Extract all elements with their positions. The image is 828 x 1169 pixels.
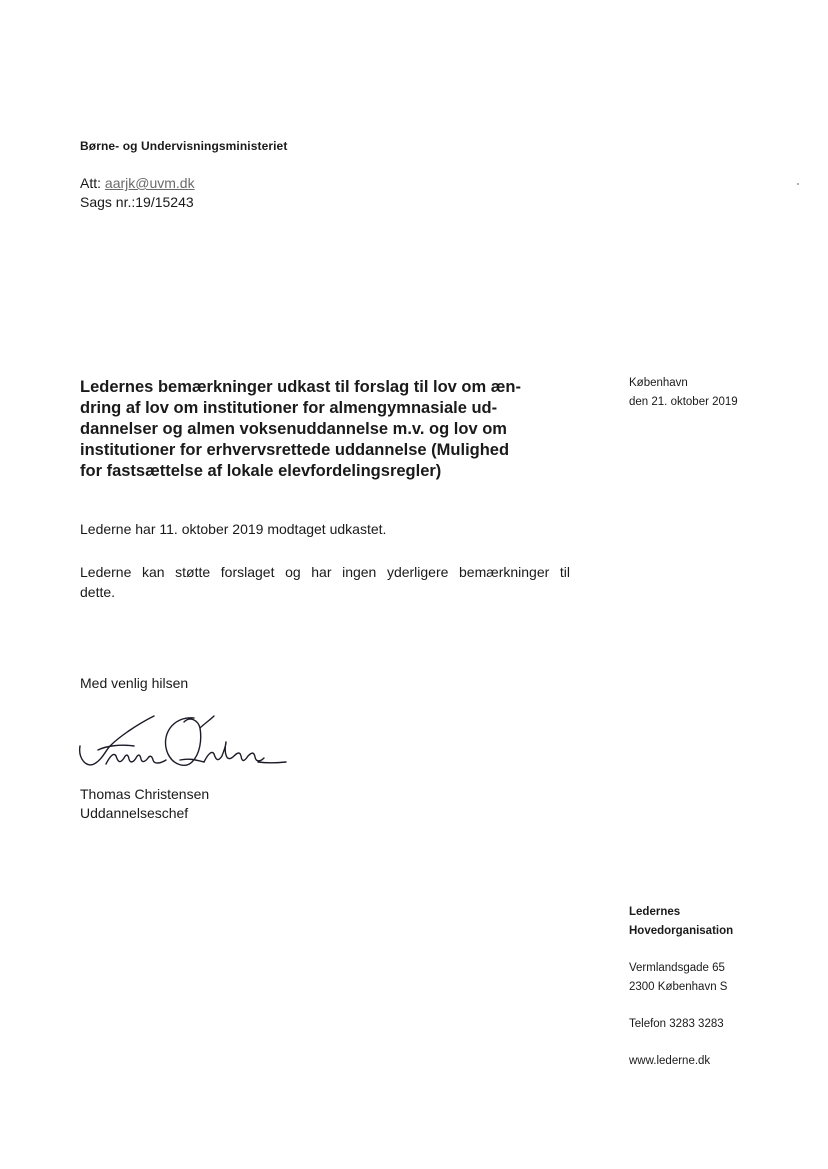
date: den 21. oktober 2019: [629, 396, 738, 408]
street: Vermlandsgade 65: [629, 962, 725, 974]
body-paragraph-1: Lederne har 11. oktober 2019 modtaget udkastet.: [80, 521, 387, 537]
subject-line: Ledernes bemærkninger udkast til forslag til lov om æn-: [80, 378, 522, 396]
signer-name: Thomas Christensen: [80, 786, 210, 802]
paragraph-line: dette.: [80, 583, 116, 600]
sender-phone: Telefon 3283 3283: [629, 1018, 724, 1030]
subject-line: for fastsættelse af lokale elevfordelingsregler): [80, 462, 442, 480]
closing-greeting: Med venlig hilsen: [80, 675, 189, 691]
sender-organisation: [629, 903, 733, 941]
sender-website-link[interactable]: www.lederne.dk: [629, 1055, 711, 1067]
subject-heading: [80, 377, 570, 482]
case-number: Sags nr.:19/15243: [80, 194, 194, 210]
recipient-name: Børne- og Undervisningsministeriet: [80, 139, 288, 153]
paragraph-line: Lederne kan støtte forslaget og har ingen yderligere bemærkninger til: [80, 564, 570, 580]
signer-block: [80, 785, 209, 823]
org-line: Ledernes: [629, 906, 681, 918]
place-date: [629, 374, 738, 412]
subject-line: institutioner for erhvervsrettede uddannelse (Mulighed: [80, 441, 510, 459]
scan-speck: [797, 183, 799, 185]
sender-address: [629, 959, 727, 997]
org-line: Hovedorganisation: [629, 925, 734, 937]
place: København: [629, 377, 688, 389]
subject-line: dring af lov om institutioner for almengymnasiale ud-: [80, 399, 498, 417]
postal-city: 2300 København S: [629, 981, 728, 993]
handwritten-signature: [76, 706, 296, 786]
signer-title: Uddannelseschef: [80, 805, 189, 821]
att-label: Att:: [80, 175, 105, 191]
att-line: [80, 174, 195, 193]
att-email-link[interactable]: aarjk@uvm.dk: [104, 175, 195, 191]
body-paragraph-2: [80, 563, 570, 602]
subject-line: dannelser og almen voksenuddannelse m.v. og lov om: [80, 420, 507, 438]
